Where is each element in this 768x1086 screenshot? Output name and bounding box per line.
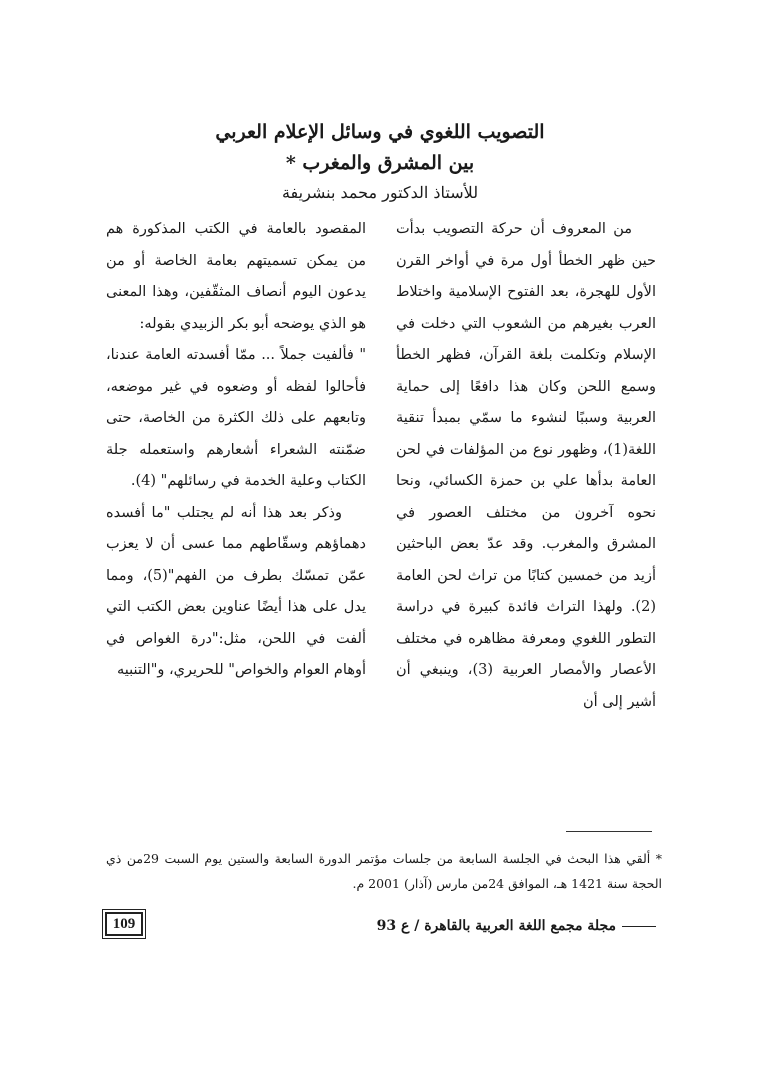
journal-footer (376, 914, 656, 938)
article-subtitle: بين المشرق والمغرب * (285, 152, 475, 174)
author-line: للأستاذ الدكتور محمد بنشريفة (281, 183, 479, 202)
footnote-separator (566, 831, 652, 832)
right-column (396, 214, 656, 718)
left-column-quote: " فألفيت جملاً ... ممّا أفسدته العامة عندنا، فأحالوا لفظه أو وضعوه في غير موضعه، وتابعهم على ذلك الكثرة من الخاصة، حتى ضمّنته الشعراء أشعارهم واستعمله جلة الكتاب وعلية الخدمة في رسائلهم" (4). (106, 347, 366, 489)
left-column (106, 214, 366, 687)
journal-name: مجلة مجمع اللغة العربية بالقاهرة / ع 93 (376, 918, 616, 934)
footnote: * ألقي هذا البحث في الجلسة السابعة من جلسات مؤتمر الدورة السابعة والستين يوم السبت 29من ذي الحجة سنة 1421 هـ، الموافق 24من مارس (آذار) 2001 م. (106, 851, 662, 891)
page-number: 109 (105, 912, 143, 936)
footer-rule (622, 926, 656, 927)
left-column-paragraph-1: المقصود بالعامة في الكتب المذكورة هم من يمكن تسميتهم بعامة الخاصة أو من يدعون اليوم أنصاف المثقّفين، وهذا المعنى هو الذي يوضحه أبو بكر الزبيدي بقوله: (106, 221, 366, 332)
article-title: التصويب اللغوي في وسائل الإعلام العربي (215, 121, 545, 143)
right-column-paragraph: من المعروف أن حركة التصويب بدأت حين ظهر الخطأ أول مرة في أواخر القرن الأول للهجرة، بعد الفتوح الإسلامية واختلاط العرب بغيرهم من الشعوب التي دخلت في الإسلام وتكلمت بلغة القرآن، فظهر الخطأ وسمع اللحن وكان هذا دافعًا إلى حماية العربية وسببًا لنشوء ما سمّي بمبدأ تنقية اللغة(1)، وظهور نوع من المؤلفات في لحن العامة بدأها علي بن حمزة الكسائي، ونحا نحوه آخرون من مختلف العصور في المشرق والمغرب. وقد عدّ بعض الباحثين أزيد من خمسين كتابًا من تراث لحن العامة (2). ولهذا التراث فائدة كبيرة في دراسة التطور اللغوي ومعرفة مظاهره في مختلف الأعصار والأمصار العربية (3)، وينبغي أن أشير إلى أن (396, 221, 656, 710)
left-column-paragraph-2: وذكر بعد هذا أنه لم يجتلب "ما أفسده دهماؤهم وسقّاطهم مما عسى أن لا يعزب عمّن تمسّك بطرف من الفهم"(5)، ومما يدل على هذا أيضًا عناوين بعض الكتب التي ألفت في اللحن، مثل:"درة الغواص في أوهام العوام والخواص" للحريري، و"التنبيه (106, 504, 366, 678)
